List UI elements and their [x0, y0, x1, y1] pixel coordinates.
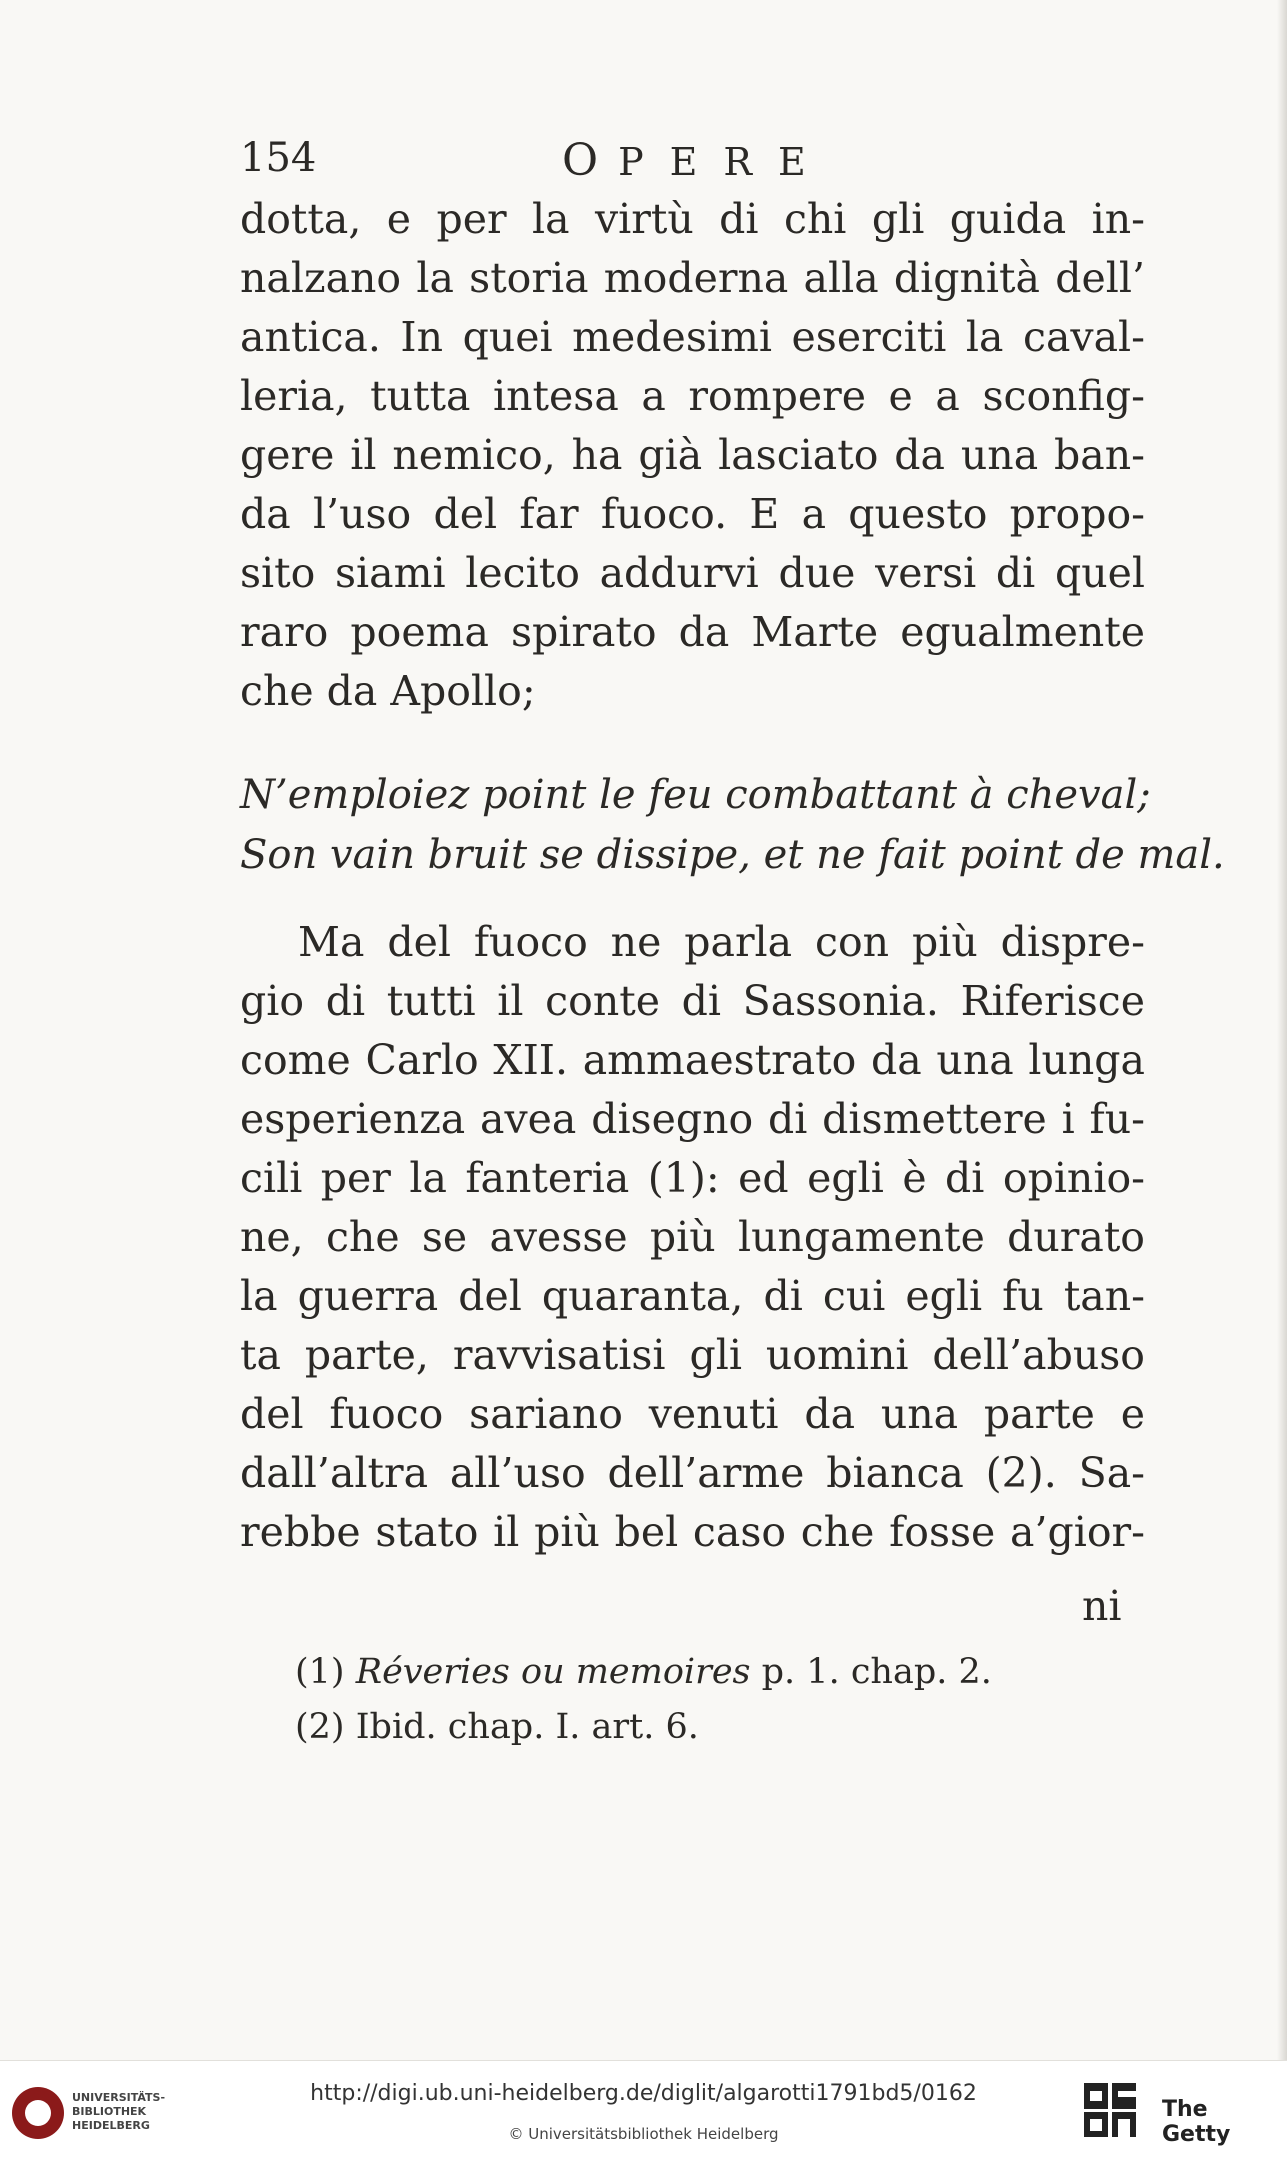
footnote	[295, 1645, 992, 1700]
verse-line: N’emploiez point le feu combattant à cheval;	[240, 772, 1151, 818]
permalink-url[interactable]: http://digi.ub.uni-heidelberg.de/diglit/algarotti1791bd5/0162	[310, 2081, 977, 2106]
text-line: ne, che se avesse più lungamente durato	[240, 1213, 1145, 1261]
text-line: come Carlo XII. ammaestrato da una lunga	[240, 1036, 1145, 1084]
page-number: 154	[240, 135, 317, 181]
verse-quote	[240, 765, 1225, 885]
footnote-text: Ibid. chap. I. art. 6.	[355, 1707, 699, 1747]
getty-logo[interactable]	[1082, 2081, 1277, 2147]
getty-text: The Getty	[1162, 2097, 1231, 2147]
catchword: ni	[1082, 1582, 1122, 1630]
verse-line: Son vain bruit se dissipe, et ne fait point de mal.	[240, 832, 1225, 878]
text-line: nalzano la storia moderna alla dignità dell’	[240, 254, 1145, 302]
page-header	[240, 135, 1145, 195]
paragraph-2	[240, 913, 1145, 1562]
viewer-footer	[0, 2060, 1287, 2159]
text-line: gio di tutti il conte di Sassonia. Riferisce	[240, 977, 1145, 1025]
copyright-notice: © Universitätsbibliothek Heidelberg	[508, 2125, 779, 2143]
text-line: Ma del fuoco ne parla con più dispre-	[298, 918, 1145, 966]
text-line: cili per la fanteria (1): ed egli è di opinio-	[240, 1154, 1145, 1202]
text-line: gere il nemico, ha già lasciato da una ban-	[240, 431, 1145, 479]
text-line: sito siami lecito addurvi due versi di quel	[240, 549, 1145, 597]
footnote-text: p. 1. chap. 2.	[761, 1652, 992, 1692]
text-line: ta parte, ravvisatisi gli uomini dell’abuso	[240, 1331, 1145, 1379]
footnote-work: Réveries ou memoires	[355, 1652, 751, 1692]
text-line: leria, tutta intesa a rompere e a sconfig-	[240, 372, 1145, 420]
footnotes	[295, 1645, 992, 1755]
text-line: antica. In quei medesimi eserciti la caval-	[240, 313, 1145, 361]
running-head-rest: PERE	[618, 140, 832, 184]
running-head	[562, 135, 832, 186]
footnote-mark: (1)	[295, 1652, 345, 1692]
text-line: che da Apollo;	[240, 667, 536, 715]
getty-mark-icon	[1082, 2081, 1138, 2139]
text-line: dall’altra all’uso dell’arme bianca (2). Sa-	[240, 1449, 1145, 1497]
text-line: raro poema spirato da Marte egualmente	[240, 608, 1145, 656]
text-line: del fuoco sariano venuti da una parte e	[240, 1390, 1145, 1438]
footnote-mark: (2)	[295, 1707, 345, 1747]
page-edge-shadow	[1277, 0, 1287, 2060]
running-head-initial: O	[562, 135, 619, 186]
footnote	[295, 1700, 992, 1755]
text-line: esperienza avea disegno di dismettere i fu-	[240, 1095, 1145, 1143]
library-logo-text: UNIVERSITÄTS- BIBLIOTHEK HEIDELBERG	[72, 2091, 166, 2132]
text-line: la guerra del quaranta, di cui egli fu tan-	[240, 1272, 1145, 1320]
paragraph-1	[240, 190, 1145, 721]
text-line: da l’uso del far fuoco. E a questo propo-	[240, 490, 1145, 538]
text-line: dotta, e per la virtù di chi gli guida in-	[240, 195, 1145, 243]
text-line: rebbe stato il più bel caso che fosse a’gior-	[240, 1508, 1145, 1556]
